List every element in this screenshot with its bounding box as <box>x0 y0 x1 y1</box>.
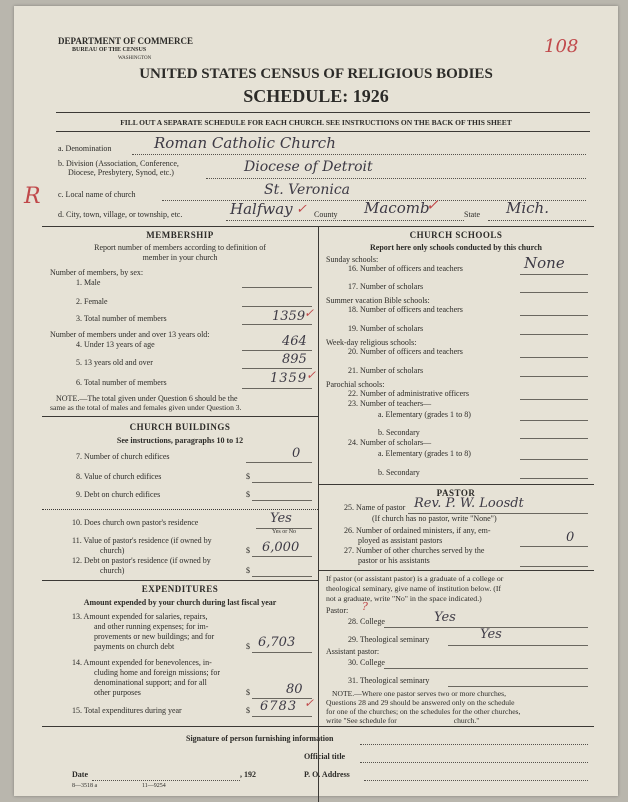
form-title: UNITED STATES CENSUS OF RELIGIOUS BODIES <box>139 66 493 82</box>
buildings-sub: See instructions, paragraphs 10 to 12 <box>116 436 244 445</box>
q14-line-3: denominational support; and for all <box>94 678 207 687</box>
q9-label: 9. Debt on church edifices <box>76 490 161 499</box>
q25-label: 25. Name of pastor <box>344 503 406 512</box>
q4-value[interactable]: 464 <box>282 334 307 349</box>
q9-dollar: $ <box>246 490 250 499</box>
q28-value[interactable]: Yes <box>434 610 456 625</box>
census-schedule-sheet <box>14 6 618 796</box>
q13-line-2: and other running expenses; for im- <box>94 622 209 631</box>
buildings-title: CHURCH BUILDINGS <box>129 422 231 432</box>
q24b-label: b. Secondary <box>378 468 420 477</box>
q13-line-1: 13. Amount expended for salaries, repairs, <box>72 612 208 621</box>
city-label: WASHINGTON <box>118 56 152 61</box>
q16-value[interactable]: None <box>524 254 565 272</box>
membership-note-2: same as the total of males and females given under Question 3. <box>50 403 242 412</box>
denomination-label: a. Denomination <box>58 144 112 153</box>
q14-value[interactable]: 80 <box>286 682 303 697</box>
q10-yesno-hint: Yes or No <box>272 529 297 535</box>
grad-line-2: theological seminary, give name of institution below. (If <box>326 584 502 593</box>
local-name-label: c. Local name of church <box>58 190 136 199</box>
q29-value[interactable]: Yes <box>480 627 502 642</box>
expenditures-sub: Amount expended by your church during last fiscal year <box>83 598 277 607</box>
q19-label: 19. Number of scholars <box>348 324 424 333</box>
schedule-number-mark: 108 <box>544 36 579 57</box>
q11-label-2: church) <box>100 546 125 555</box>
q15-value[interactable]: 6783 <box>260 699 298 714</box>
pastor-note-3: for one of the churches; on the schedules for the other churches, <box>326 707 521 716</box>
pastor-note-1: NOTE.—Where one pastor serves two or more churches, <box>332 689 506 698</box>
q12-label-2: church) <box>100 566 125 575</box>
q2-label: 2. Female <box>76 297 108 306</box>
q7-value[interactable]: 0 <box>292 446 301 461</box>
q17-label: 17. Number of scholars <box>348 282 424 291</box>
q6-check: ✓ <box>306 368 317 382</box>
denomination-value[interactable]: Roman Catholic Church <box>154 134 336 152</box>
schedule-title: SCHEDULE: 1926 <box>243 86 389 106</box>
membership-intro-1: Report number of members according to definition of <box>94 243 266 252</box>
q5-value[interactable]: 895 <box>282 352 307 367</box>
year-label: , 192 <box>240 770 256 779</box>
county-label: County <box>314 210 338 219</box>
parochial-heading: Parochial schools: <box>326 380 385 389</box>
po-address-label: P. O. Address <box>304 770 350 779</box>
q23a-label: a. Elementary (grades 1 to 8) <box>378 410 471 419</box>
print-code: 11—9254 <box>142 783 166 789</box>
q13-value[interactable]: 6,703 <box>258 635 296 650</box>
q26-value[interactable]: 0 <box>566 530 575 545</box>
form-number: 8—3518 a <box>72 783 98 789</box>
pastor-heading: Pastor: <box>326 606 349 615</box>
city-label: d. City, town, village, or township, etc. <box>58 210 183 219</box>
bureau-label: BUREAU OF THE CENSUS <box>72 47 147 53</box>
q8-label: 8. Value of church edifices <box>76 472 162 481</box>
q4-label: 4. Under 13 years of age <box>76 340 155 349</box>
q13-dollar: $ <box>246 642 250 651</box>
q5-label: 5. 13 years old and over <box>76 358 153 367</box>
county-check: ✓ <box>426 196 439 214</box>
q7-label: 7. Number of church edifices <box>76 452 170 461</box>
signature-label: Signature of person furnishing information <box>186 734 334 743</box>
q3-label: 3. Total number of members <box>76 314 167 323</box>
q22-label: 22. Number of administrative officers <box>348 389 469 398</box>
membership-title: MEMBERSHIP <box>146 230 214 240</box>
q13-line-4: payments on church debt <box>94 642 175 651</box>
q14-line-1: 14. Amount expended for benevolences, in- <box>72 658 212 667</box>
official-title-label: Official title <box>304 752 346 761</box>
pastor-title: PASTOR <box>436 488 476 498</box>
sex-heading: Number of members, by sex: <box>50 268 144 277</box>
state-value[interactable]: Mich. <box>506 199 549 217</box>
q29-label: 29. Theological seminary <box>348 635 430 644</box>
instructions-banner: FILL OUT A SEPARATE SCHEDULE FOR EACH CHURCH. SEE INSTRUCTIONS ON THE BACK OF THIS SHEET <box>120 118 512 127</box>
division-value[interactable]: Diocese of Detroit <box>244 159 373 175</box>
membership-note-1: NOTE.—The total given under Question 6 should be the <box>56 394 238 403</box>
q8-dollar: $ <box>246 472 250 481</box>
pastor-mark: ? <box>362 600 368 613</box>
q18-label: 18. Number of officers and teachers <box>348 305 463 314</box>
city-value[interactable]: Halfway <box>230 200 293 218</box>
q25-note: (If church has no pastor, write "None") <box>372 514 497 523</box>
pastor-note-4: write "See schedule for church." <box>326 716 480 725</box>
grad-line-1: If pastor (or assistant pastor) is a graduate of a college or <box>326 574 504 583</box>
q15-check: ✓ <box>304 696 315 710</box>
q31-label: 31. Theological seminary <box>348 676 430 685</box>
q13-line-3: provements or new buildings; and for <box>94 632 215 641</box>
q14-line-2: cluding home and foreign missions; for <box>94 668 220 677</box>
q11-dollar: $ <box>246 546 250 555</box>
membership-intro-2: member in your church <box>142 253 218 262</box>
q10-value[interactable]: Yes <box>270 511 292 526</box>
expenditures-title: EXPENDITURES <box>141 584 219 594</box>
q6-label: 6. Total number of members <box>76 378 167 387</box>
date-label: Date <box>72 770 88 779</box>
q28-label: 28. College <box>348 617 385 626</box>
q26-label-2: ployed as assistant pastors <box>358 536 443 545</box>
department-label: DEPARTMENT OF COMMERCE <box>58 36 194 46</box>
grad-line-3: not a graduate, write "No" in the space indicated.) <box>326 594 482 603</box>
q12-label-1: 12. Debt on pastor's residence (if owned by <box>72 556 211 565</box>
q1-label: 1. Male <box>76 278 101 287</box>
local-name-value[interactable]: St. Veronica <box>264 182 351 198</box>
q23b-label: b. Secondary <box>378 428 420 437</box>
summer-heading: Summer vacation Bible schools: <box>326 296 430 305</box>
age-heading: Number of members under and over 13 years old: <box>50 330 210 339</box>
q11-label-1: 11. Value of pastor's residence (if owned by <box>72 536 212 545</box>
q14-line-4: other purposes <box>94 688 141 697</box>
schools-title: CHURCH SCHOOLS <box>409 230 503 240</box>
q12-dollar: $ <box>246 566 250 575</box>
q26-label-1: 26. Number of ordained ministers, if any, em- <box>344 526 491 535</box>
pastor-note-2: Questions 28 and 29 should be answered only on the schedule <box>326 698 515 707</box>
state-label: State <box>464 210 480 219</box>
q24a-label: a. Elementary (grades 1 to 8) <box>378 449 471 458</box>
margin-r-mark: R <box>24 184 41 209</box>
q16-label: 16. Number of officers and teachers <box>348 264 463 273</box>
q3-value[interactable]: 1359 <box>272 309 306 324</box>
weekday-heading: Week-day religious schools: <box>326 338 417 347</box>
q30-label: 30. College <box>348 658 385 667</box>
q11-value[interactable]: 6,000 <box>262 540 300 555</box>
q14-dollar: $ <box>246 688 250 697</box>
division-label-1: b. Division (Association, Conference, <box>58 159 179 168</box>
q27-label-1: 27. Number of other churches served by the <box>344 546 485 555</box>
q6-value[interactable]: 1359 <box>270 371 308 386</box>
sunday-heading: Sunday schools: <box>326 255 379 264</box>
q15-dollar: $ <box>246 706 250 715</box>
division-label-2: Diocese, Presbytery, Synod, etc.) <box>68 168 174 177</box>
q24-label: 24. Number of scholars— <box>348 438 432 447</box>
asst-heading: Assistant pastor: <box>326 647 380 656</box>
schools-intro: Report here only schools conducted by this church <box>370 243 542 252</box>
county-value[interactable]: Macomb <box>364 199 430 217</box>
q23-label: 23. Number of teachers— <box>348 399 432 408</box>
q21-label: 21. Number of scholars <box>348 366 424 375</box>
city-check: ✓ <box>296 202 307 217</box>
q3-check: ✓ <box>304 306 315 320</box>
q20-label: 20. Number of officers and teachers <box>348 347 463 356</box>
q10-label: 10. Does church own pastor's residence <box>72 518 199 527</box>
q25-value[interactable]: Rev. P. W. Loosdt <box>414 496 524 511</box>
q15-label: 15. Total expenditures during year <box>72 706 182 715</box>
q27-label-2: pastor or his assistants <box>358 556 430 565</box>
